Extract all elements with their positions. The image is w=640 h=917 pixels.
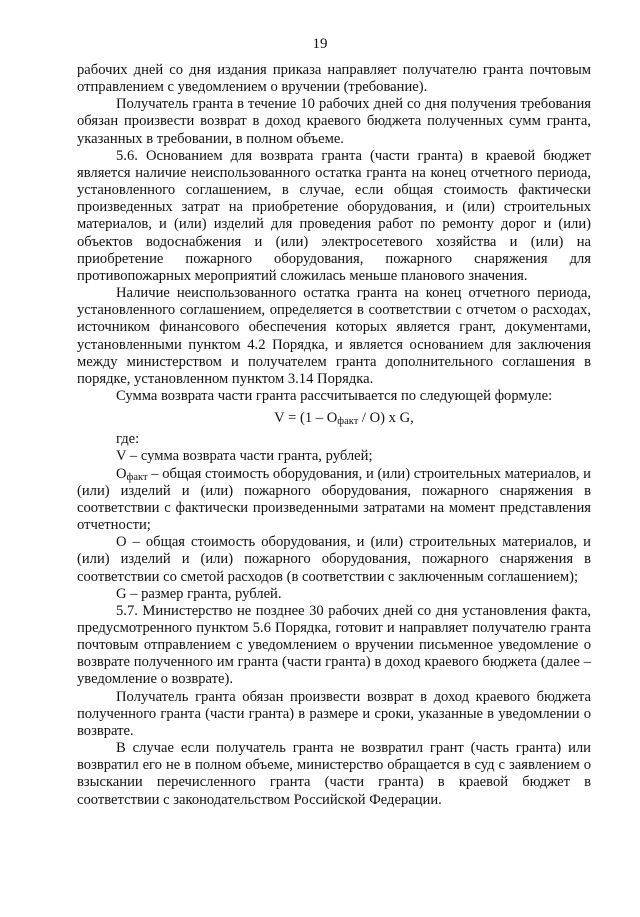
definition-g: G – размер гранта, рублей. xyxy=(116,585,282,602)
where-label: где: xyxy=(116,431,140,448)
paragraph-5-6: 5.6. Основанием для возврата гранта (части гранта) в краевой бюджет является наличие неиспользованного остатка гранта на конец отчетного периода, установленного соглашением, в случае, если общая стоимость фактически произведенных затрат на приобретение оборудования, и (или) строительных материалов, и (или) изделий для проведения работ по ремонту дорог и (или) объектов водоснабжения и (или) электросетевого хозяйства и (или) на приобретение пожарного оборудования, пожарного снаряжения для противопожарных мероприятий сложилась меньше планового значения. xyxy=(77,147,591,284)
paragraph-5-7: 5.7. Министерство не позднее 30 рабочих дней со дня установления факта, предусмотренного пунктом 5.6 Порядка, готовит и направляет получателю гранта почтовым отправлением с уведомлением о вручении письменное уведомление о возврате полученного им гранта (части гранта) в доход краевого бюджета (далее – уведомление о возврате). xyxy=(77,602,591,688)
page-number: 19 xyxy=(312,36,328,52)
definition-v: V – сумма возврата части гранта, рублей; xyxy=(116,448,373,465)
paragraph-return-obligation: Получатель гранта обязан произвести возврат в доход краевого бюджета полученного гранта (части гранта) в размере и сроки, указанные в уведомлении о возврате. xyxy=(77,688,591,739)
formula-right: / O) x G, xyxy=(358,410,414,427)
definition-ofakt xyxy=(77,466,591,535)
ofakt-text: – общая стоимость оборудования, и (или) строительных материалов, и (или) изделий и (или) пожарного оборудования, пожарного снаряжения в соответствии с фактически произведенными затратами на момент представления отчетности; xyxy=(77,465,591,534)
return-formula xyxy=(77,410,591,427)
paragraph-formula-intro: Сумма возврата части гранта рассчитывается по следующей формуле: xyxy=(116,387,553,404)
document-body xyxy=(77,62,591,809)
paragraph-unused-balance: Наличие неиспользованного остатка гранта на конец отчетного периода, установленного соглашением, определяется в соответствии с отчетом о расходах, источником финансового обеспечения которых является грант, документами, установленными пунктом 4.2 Порядка, и является основанием для заключения между министерством и получателем гранта дополнительного соглашения в порядке, установленном пунктом 3.14 Порядка. xyxy=(77,285,591,387)
paragraph-recipient-obligation: Получатель гранта в течение 10 рабочих дней со дня получения требования обязан произвести возврат в доход краевого бюджета полученных сумм гранта, указанных в требовании, в полном объеме. xyxy=(77,96,591,147)
formula-subscript: факт xyxy=(337,416,359,428)
paragraph-court-claim: В случае если получатель гранта не возвратил грант (часть гранта) или возвратил его не в полном объеме, министерство обращается в суд с заявлением о взыскании перечисленного гранта (части гранта) в краевой бюджет в соответствии с законодательством Российской Федерации. xyxy=(77,740,591,808)
ofakt-symbol: O xyxy=(116,465,127,482)
ofakt-subscript: факт xyxy=(126,471,148,483)
paragraph-continuation: рабочих дней со дня издания приказа направляет получателю гранта почтовым отправлением с уведомлением о вручении (требование). xyxy=(77,62,591,96)
definition-o: O – общая стоимость оборудования, и (или) строительных материалов, и (или) изделий и (или) пожарного оборудования, пожарного снаряжения в соответствии со сметой расходов (в соответствии с заключенным соглашением); xyxy=(77,534,591,585)
formula-left: V = (1 – O xyxy=(274,410,338,427)
